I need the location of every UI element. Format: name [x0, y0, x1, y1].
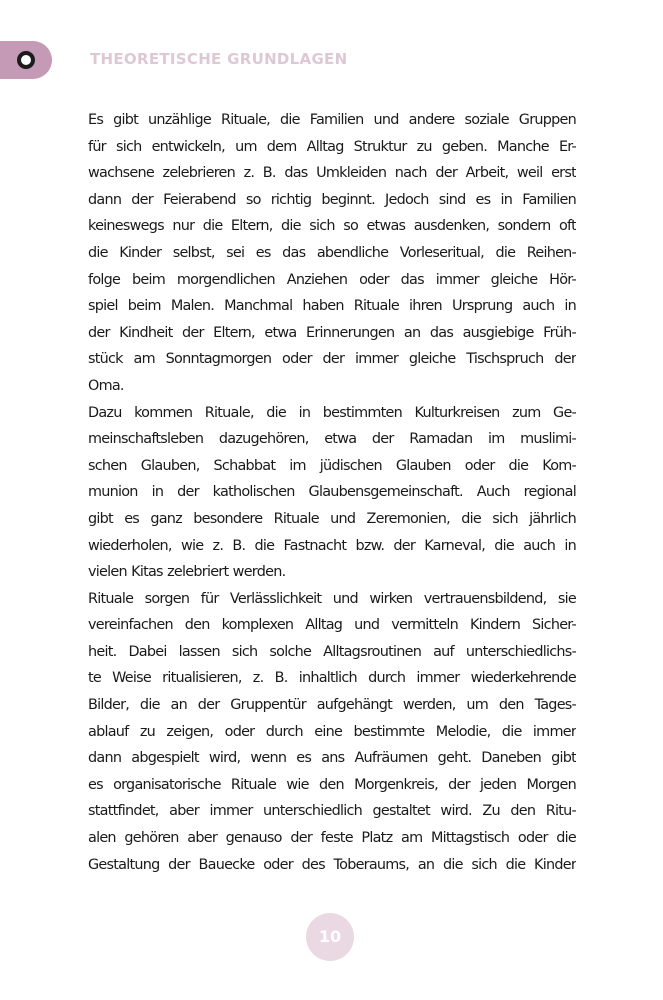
text-line: keineswegs nur die Eltern, die sich so etwas ausdenken, sondern oft	[88, 218, 576, 235]
text-line: für sich entwickeln, um dem Alltag Struktur zu geben. Manche Er-	[88, 138, 576, 155]
text-line: der Kindheit der Eltern, etwa Erinnerungen an das ausgiebige Früh-	[88, 324, 576, 341]
text-line: ablauf zu zeigen, oder durch eine bestimmte Melodie, die immer	[88, 723, 576, 740]
text-line: stück am Sonntagmorgen oder der immer gleiche Tischspruch der	[88, 351, 576, 368]
body-text	[88, 107, 576, 878]
text-line: wachsene zelebrieren z. B. das Umkleiden nach der Arbeit, weil erst	[88, 165, 576, 182]
text-line: folge beim morgendlichen Anziehen oder das immer gleiche Hör-	[88, 271, 576, 288]
text-line: dann abgespielt wird, wenn es ans Aufräumen geht. Daneben gibt	[88, 750, 576, 767]
text-line: meinschaftsleben dazugehören, etwa der Ramadan im muslimi-	[88, 431, 576, 448]
text-line: alen gehören aber genauso der feste Platz am Mittagstisch oder die	[88, 830, 576, 847]
text-line: schen Glauben, Schabbat im jüdischen Glauben oder die Kom-	[88, 457, 576, 474]
text-line: te Weise ritualisieren, z. B. inhaltlich durch immer wiederkehrende	[88, 670, 576, 687]
text-line: Bilder, die an der Gruppentür aufgehängt werden, um den Tages-	[88, 697, 576, 714]
text-line: dann der Feierabend so richtig beginnt. Jedoch sind es in Familien	[88, 191, 576, 208]
text-line: wiederholen, wie z. B. die Fastnacht bzw. der Karneval, die auch in	[88, 537, 576, 554]
page-number: 10	[306, 913, 354, 961]
text-line: Es gibt unzählige Rituale, die Familien und andere soziale Gruppen	[88, 112, 576, 128]
text-line: vielen Kitas zelebriert werden.	[88, 564, 286, 581]
chapter-tab	[0, 41, 52, 79]
circle-icon	[17, 51, 35, 69]
text-line: munion in der katholischen Glaubensgemeinschaft. Auch regional	[88, 484, 576, 501]
chapter-title: THEORETISCHE GRUNDLAGEN	[90, 50, 348, 68]
text-line: gibt es ganz besondere Rituale und Zeremonien, die sich jährlich	[88, 510, 576, 527]
text-line: es organisatorische Rituale wie den Morgenkreis, der jeden Morgen	[88, 776, 576, 793]
text-line: Gestaltung der Bauecke oder des Toberaums, an die sich die Kinder	[88, 856, 576, 873]
text-line: stattfindet, aber immer unterschiedlich gestaltet wird. Zu den Ritu-	[88, 803, 576, 820]
text-line: heit. Dabei lassen sich solche Alltagsroutinen auf unterschiedlichs-	[88, 643, 576, 660]
text-line: spiel beim Malen. Manchmal haben Rituale ihren Ursprung auch in	[88, 298, 576, 315]
text-line: Dazu kommen Rituale, die in bestimmten Kulturkreisen zum Ge-	[88, 404, 576, 421]
text-line: die Kinder selbst, sei es das abendliche Vorleseritual, die Reihen-	[88, 244, 576, 261]
text-line: Rituale sorgen für Verlässlichkeit und wirken vertrauensbildend, sie	[88, 590, 576, 607]
text-line: vereinfachen den komplexen Alltag und vermitteln Kindern Sicher-	[88, 617, 576, 634]
text-line: Oma.	[88, 377, 124, 394]
